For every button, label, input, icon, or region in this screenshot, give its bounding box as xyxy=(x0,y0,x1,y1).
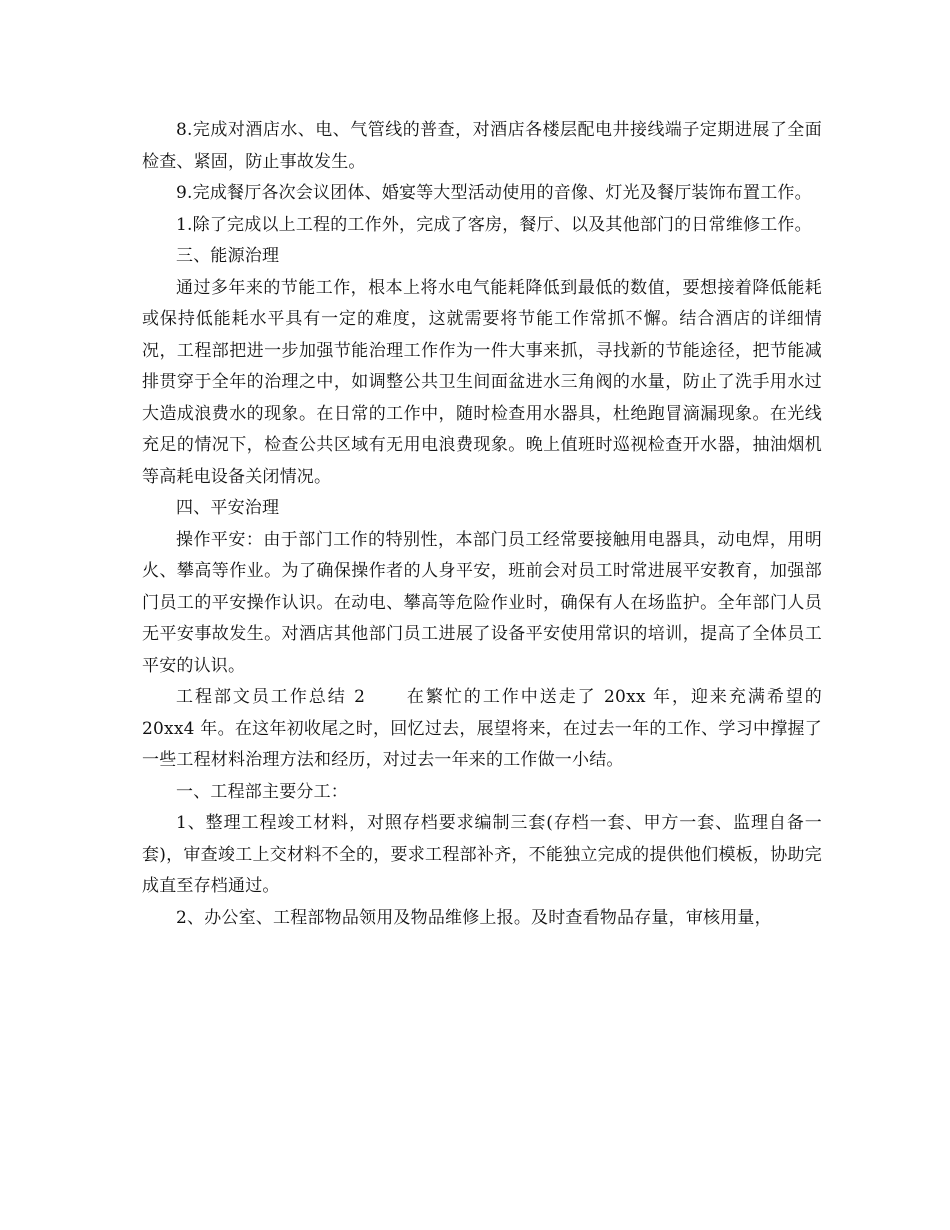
paragraph-item-1: 1.除了完成以上工程的工作外，完成了客房，餐厅、以及其他部门的日常维修工作。 xyxy=(176,214,812,235)
summary-2-title: 工程部文员工作总结 2 xyxy=(176,687,366,707)
division-heading: 一、工程部主要分工： xyxy=(176,781,348,802)
document-body xyxy=(142,115,822,934)
summary-2-paragraph xyxy=(142,682,822,777)
section-4-heading: 四、平安治理 xyxy=(176,498,280,518)
paragraph-item-9: 9.完成餐厅各次会议团体、婚宴等大型活动使用的音像、灯光及餐厅装饰布置工作。 xyxy=(176,183,812,203)
paragraph-item-8: 8.完成对酒店水、电、气管线的普查，对酒店各楼层配电井接线端子定期进展了全面检查、紧固，防止事故发生。 xyxy=(142,120,822,172)
section-4-body: 操作平安：由于部门工作的特别性，本部门员工经常要接触用电器具，动电焊，用明火、攀高等作业。为了确保操作者的人身平安，班前会对员工时常进展平安教育，加强部门员工的平安操作认识。在动电、攀高等危险作业时，确保有人在场监护。全年部门人员无平安事故发生。对酒店其他部门员工进展了设备平安使用常识的培训，提高了全体员工平安的认识。 xyxy=(142,529,822,676)
section-3-body: 通过多年来的节能工作，根本上将水电气能耗降低到最低的数值，要想接着降低能耗或保持低能耗水平具有一定的难度，这就需要将节能工作常抓不懈。结合酒店的详细情况，工程部把进一步加强节能治理工作作为一件大事来抓，寻找新的节能途径，把节能减排贯穿于全年的治理之中，如调整公共卫生间面盆进水三角阀的水量，防止了洗手用水过大造成浪费水的现象。在日常的工作中，随时检查用水器具，杜绝跑冒滴漏现象。在光线充足的情况下，检查公共区域有无用电浪费现象。晚上值班时巡视检查开水器，抽油烟机等高耗电设备关闭情况。 xyxy=(142,277,822,487)
division-item-1: 1、整理工程竣工材料，对照存档要求编制三套(存档一套、甲方一套、监理自备一套)，审查竣工上交材料不全的，要求工程部补齐，不能独立完成的提供他们模板，协助完成直至存档通过。 xyxy=(142,813,822,896)
section-3-heading: 三、能源治理 xyxy=(176,246,280,266)
division-item-2: 2、办公室、工程部物品领用及物品维修上报。及时查看物品存量，审核用量， xyxy=(176,907,772,928)
summary-2-body: 在繁忙的工作中送走了 20xx 年，迎来充满希望的 20xx4 年。在这年初收尾之时，回忆过去，展望将来，在过去一年的工作、学习中撑握了一些工程材料治理方法和经历，对过去一年来的工作做一小结。 xyxy=(142,687,822,770)
